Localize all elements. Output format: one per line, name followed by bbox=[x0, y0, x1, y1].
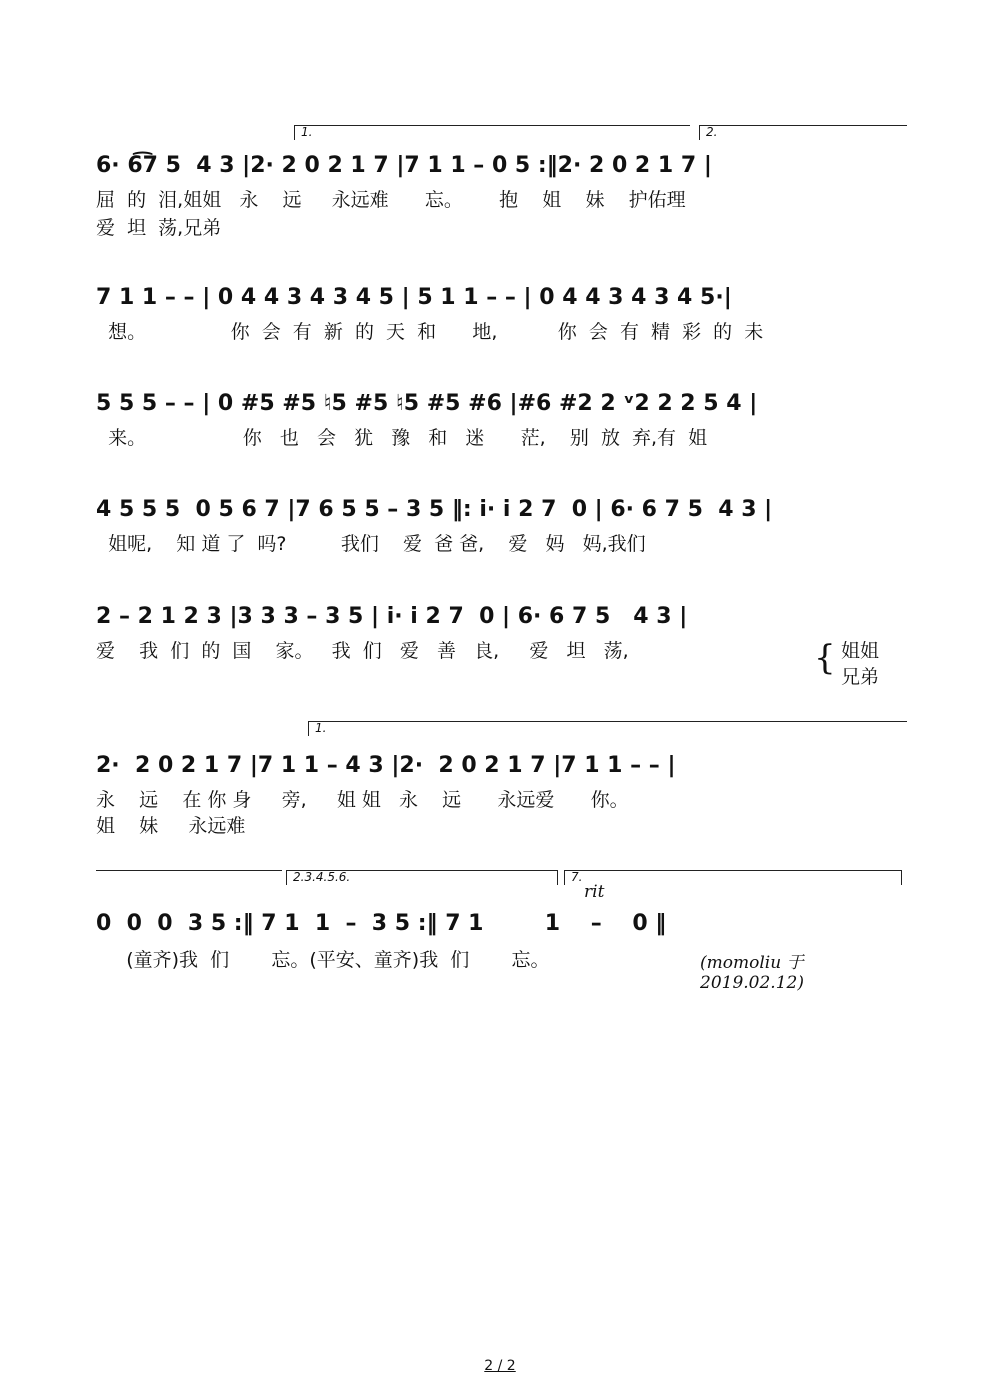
lyric-line-1: 爱 我 们 的 国 家。 我 们 爱 善 良, 爱 坦 荡, bbox=[96, 640, 629, 662]
notation-line: 0 0 0 3 5 :‖ 7 1 1 – 3 5 :‖ 7 1 1 – 0 ‖ bbox=[96, 911, 667, 936]
lyric-brace: { bbox=[814, 638, 836, 678]
lyric-line-1: 永 远 在 你 身 旁, 姐 姐 永 远 永远爱 你。 bbox=[96, 789, 629, 811]
notation-line: 4 5 5 5 0 5 6 7 |7 6 5 5 – 3 5 ‖: i· i 2 7 0 | 6· 6 7 5 4 3 | bbox=[96, 497, 773, 522]
lyric-line-2: 姐 妹 永远难 bbox=[96, 815, 246, 837]
bracket-lyric-1: 姐姐 bbox=[841, 640, 880, 662]
notation-line: 2 – 2 1 2 3 |3 3 3 – 3 5 | i· i 2 7 0 | 6· 6 7 5 4 3 | bbox=[96, 604, 688, 629]
arranger-credit: (momoliu 于2019.02.12) bbox=[700, 953, 804, 993]
notation-line: 6· 6͡7 5 4 3 |2· 2 0 2 1 7 |7 1 1 – 0 5 :‖2· 2 0 2 1 7 | bbox=[96, 153, 712, 178]
lyric-line-1: (童齐)我 们 忘。(平安、童齐)我 们 忘。 bbox=[96, 949, 550, 971]
lyric-line-1: 屈 的 泪,姐姐 永 远 永远难 忘。 抱 姐 妹 护佑理 bbox=[96, 189, 686, 211]
bracket-lyric-2: 兄弟 bbox=[841, 666, 880, 688]
ritardando-marking: rit bbox=[584, 882, 605, 902]
volta-bracket-3: 7. bbox=[564, 870, 902, 885]
notation-line: 2· 2 0 2 1 7 |7 1 1 – 4 3 |2· 2 0 2 1 7 |7 1 1 – – | bbox=[96, 753, 676, 778]
lyric-line-2: 爱 坦 荡,兄弟 bbox=[96, 217, 222, 239]
volta-bracket-1: 1. bbox=[294, 125, 690, 140]
volta-bracket-2: 2.3.4.5.6. bbox=[286, 870, 558, 885]
continuation-line bbox=[96, 870, 282, 871]
notation-line: 5 5 5 – – | 0 #5 #5 ♮5 #5 ♮5 #5 #6 |#6 #2 2 ᵛ2 2 2 5 4 | bbox=[96, 391, 758, 416]
lyric-line-1: 来。 你 也 会 犹 豫 和 迷 茫, 别 放 弃,有 姐 bbox=[96, 427, 708, 449]
lyric-line-1: 姐呢, 知 道 了 吗? 我们 爱 爸 爸, 爱 妈 妈,我们 bbox=[96, 533, 646, 555]
lyric-line-1: 想。 你 会 有 新 的 天 和 地, 你 会 有 精 彩 的 未 bbox=[96, 321, 764, 343]
volta-bracket-2: 2. bbox=[699, 125, 907, 140]
page-number: 2 / 2 bbox=[484, 1358, 516, 1374]
volta-bracket-1: 1. bbox=[308, 721, 907, 736]
notation-line: 7 1 1 – – | 0 4 4 3 4 3 4 5 | 5 1 1 – – | 0 4 4 3 4 3 4 5·| bbox=[96, 285, 732, 310]
